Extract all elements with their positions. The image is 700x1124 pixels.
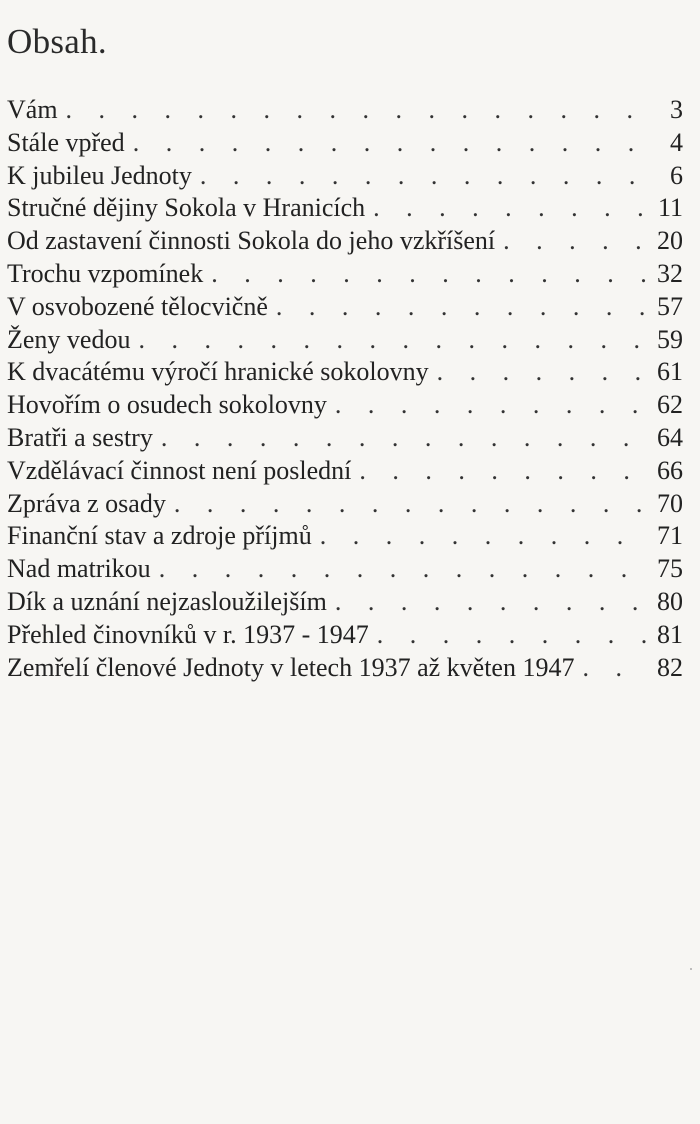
toc-entry-page-number: 11 xyxy=(657,193,683,223)
toc-entry-page-number: 6 xyxy=(670,160,683,190)
toc-dot-leader xyxy=(211,258,647,291)
toc-entry xyxy=(7,652,683,685)
toc-dot-leader xyxy=(503,225,647,258)
toc-dot-leader xyxy=(161,422,647,455)
toc-entry-page-number: 66 xyxy=(657,455,683,485)
toc-dot-leader xyxy=(373,192,647,225)
toc-entry-page-number: 59 xyxy=(657,324,683,354)
toc-entry xyxy=(7,455,683,488)
toc-entry-title: Přehled činovníků v r. 1937 - 1947 xyxy=(7,619,369,649)
toc-entry-title: Zemřelí členové Jednoty v letech 1937 až květen 1947 xyxy=(7,652,575,682)
toc-entry xyxy=(7,258,683,291)
toc-entry xyxy=(7,192,683,225)
toc-entry xyxy=(7,422,683,455)
toc-dot-leader xyxy=(200,160,647,193)
toc-entry-title: Nad matrikou xyxy=(7,554,151,584)
toc-entry-title: Vzdělávací činnost není poslední xyxy=(7,455,352,485)
toc-dot-leader xyxy=(133,127,647,160)
toc-entry xyxy=(7,291,683,324)
toc-dot-leader xyxy=(335,389,647,422)
toc-entry xyxy=(7,324,683,357)
toc-entry xyxy=(7,553,683,586)
page-title: Obsah. xyxy=(7,22,107,61)
toc-entry-page-number: 75 xyxy=(657,554,683,584)
toc-entry xyxy=(7,94,683,127)
toc-entry-page-number: 32 xyxy=(657,258,683,288)
toc-entry-page-number: 20 xyxy=(657,226,683,256)
toc-entry-page-number: 57 xyxy=(657,291,683,321)
toc-entry-title: Vám xyxy=(7,95,58,124)
toc-entry-page-number: 62 xyxy=(657,390,683,420)
toc-entry-title: Finanční stav a zdroje příjmů xyxy=(7,521,312,551)
toc-dot-leader xyxy=(582,652,647,685)
toc-entry xyxy=(7,488,683,521)
toc-dot-leader xyxy=(359,455,647,488)
toc-entry-title: Bratři a sestry xyxy=(7,422,153,452)
toc-entry-title: Od zastavení činnosti Sokola do jeho vzkříšení xyxy=(7,226,496,256)
toc-entry-title: Hovořím o osudech sokolovny xyxy=(7,390,327,420)
toc-entry-page-number: 3 xyxy=(670,95,683,124)
toc-entry xyxy=(7,160,683,193)
toc-entry-title: K jubileu Jednoty xyxy=(7,160,192,190)
toc-entry-page-number: 70 xyxy=(657,488,683,518)
toc-entry-page-number: 64 xyxy=(657,422,683,452)
toc-entry-title: Trochu vzpomínek xyxy=(7,258,204,288)
toc-entry-title: Stále vpřed xyxy=(7,127,125,157)
toc-entry xyxy=(7,520,683,553)
toc-dot-leader xyxy=(159,553,647,586)
toc-entry xyxy=(7,619,683,652)
toc-entry-title: Dík a uznání nejzasloužilejším xyxy=(7,586,327,616)
toc-dot-leader xyxy=(66,94,647,127)
toc-dot-leader xyxy=(335,586,647,619)
toc-entry-page-number: 71 xyxy=(657,521,683,551)
toc-entry-page-number: 4 xyxy=(670,127,683,157)
toc-dot-leader xyxy=(320,520,647,553)
toc-entry-page-number: 82 xyxy=(657,652,683,682)
toc-entry xyxy=(7,127,683,160)
toc-entry xyxy=(7,586,683,619)
table-of-contents xyxy=(7,94,683,684)
toc-entry xyxy=(7,225,683,258)
toc-entry-title: Ženy vedou xyxy=(7,324,131,354)
toc-entry-title: Stručné dějiny Sokola v Hranicích xyxy=(7,193,366,223)
toc-dot-leader xyxy=(276,291,647,324)
toc-entry-title: Zpráva z osady xyxy=(7,488,166,518)
toc-entry xyxy=(7,389,683,422)
paper-speck xyxy=(690,968,692,970)
toc-dot-leader xyxy=(174,488,647,521)
toc-dot-leader xyxy=(437,356,647,389)
toc-entry-page-number: 81 xyxy=(657,619,683,649)
toc-entry xyxy=(7,356,683,389)
toc-entry-page-number: 80 xyxy=(657,586,683,616)
toc-entry-title: K dvacátému výročí hranické sokolovny xyxy=(7,357,429,387)
toc-dot-leader xyxy=(138,324,647,357)
toc-dot-leader xyxy=(377,619,647,652)
toc-entry-title: V osvobozené tělocvičně xyxy=(7,291,268,321)
toc-entry-page-number: 61 xyxy=(657,357,683,387)
